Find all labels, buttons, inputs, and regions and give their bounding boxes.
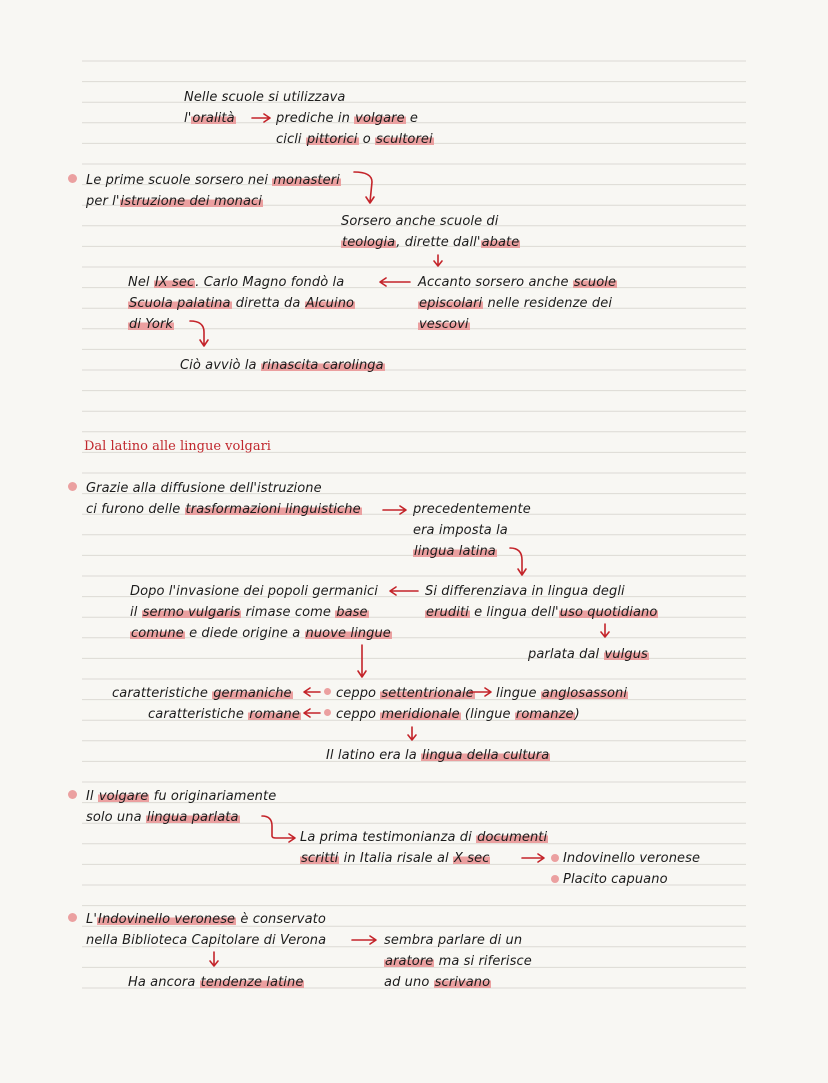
highlight: teologia [342,235,396,250]
text: diretta da [231,296,305,311]
text-line [418,274,617,292]
text-line [413,501,531,519]
bullet-dot [68,790,77,799]
text-line [86,480,322,498]
text: , dirette dall' [396,235,481,250]
bullet-dot [68,482,77,491]
highlight: romane [249,707,300,722]
text-line [130,583,378,601]
bullet-dot [551,875,559,883]
text: L' [86,912,98,927]
text: l' [184,111,192,126]
text: solo una [86,810,146,825]
highlight: istruzione dei monaci [120,194,263,209]
text-line [86,501,362,519]
text: sembra parlare di un [384,933,523,948]
text-line [384,974,491,992]
highlight: monasteri [273,173,340,188]
text-line [425,583,625,601]
text: ceppo [336,686,381,701]
text: Le prime scuole sorsero nei [86,173,273,188]
highlight: settentrionale [381,686,474,701]
highlight: Scuola palatina [129,296,231,311]
text-line [384,953,532,971]
highlight: Alcuino [305,296,355,311]
text-line [300,850,490,868]
text: era imposta la [413,523,508,538]
highlight: sermo vulgaris [142,605,241,620]
text: e [405,111,419,126]
highlight: documenti [477,830,548,845]
text-line [86,172,341,190]
text: caratteristiche [112,686,213,701]
text-line [86,932,326,950]
text-line [418,295,612,313]
text: e diede origine a [184,626,305,641]
text: e lingua dell' [469,605,559,620]
text-line [336,685,475,703]
text: Il latino era la [326,748,422,763]
text-line [418,316,470,334]
highlight: volgare [355,111,405,126]
text: parlata dal [528,647,604,662]
text-line [112,685,293,703]
text: . Carlo Magno fondò la [195,275,345,290]
highlight: comune [131,626,184,641]
text: Ha ancora [128,975,200,990]
text: ci furono delle [86,502,185,517]
text: Grazie alla diffusione dell'istruzione [86,481,322,496]
text-line [413,543,497,561]
text-line [128,974,304,992]
text: nella Biblioteca Capitolare di Verona [86,933,327,948]
highlight: uso quotidiano [559,605,658,620]
text-line [128,316,174,334]
highlight: scritti [301,851,339,866]
section-title: Dal latino alle lingue volgari [84,439,271,454]
text: caratteristiche [148,707,249,722]
text-line [341,213,499,231]
highlight: X sec [453,851,490,866]
highlight: aratore [385,954,434,969]
text-line [413,522,508,540]
text-line [86,809,240,827]
text: prediche in [276,111,355,126]
text-line [336,706,580,724]
text: ad uno [384,975,434,990]
text: ) [574,707,580,722]
highlight: germaniche [213,686,292,701]
text-line [384,932,522,950]
text-line [496,685,628,703]
highlight: Indovinello veronese [98,912,236,927]
text: nelle residenze dei [483,296,613,311]
text-line [86,788,276,806]
text-line [148,706,301,724]
highlight: di York [129,317,174,332]
text-line [130,625,392,643]
text: Si differenziava in lingua degli [425,584,625,599]
text: rimase come [241,605,336,620]
highlight: lingua della cultura [422,748,550,763]
bullet-dot [68,913,77,922]
text-line [276,131,434,149]
text-line [86,193,263,211]
text: (lingue [460,707,515,722]
text-line [86,911,326,929]
bullet-dot [324,688,331,695]
highlight: vescovi [419,317,469,332]
text-line [128,274,344,292]
highlight: abate [481,235,520,250]
bullet-dot [68,174,77,183]
bullet-dot [551,854,559,862]
highlight: rinascita carolinga [261,358,384,373]
text: Indovinello veronese [563,851,701,866]
text: Sorsero anche scuole di [341,214,499,229]
text: in Italia risale al [339,851,453,866]
text: Ciò avviò la [180,358,261,373]
text: fu originariamente [149,789,277,804]
text-line [184,89,346,107]
highlight: IX sec [154,275,195,290]
highlight: romanze [515,707,574,722]
text-line [563,871,668,889]
text: lingue [496,686,541,701]
highlight: vulgus [604,647,648,662]
text-line [425,604,658,622]
text-line [184,110,236,128]
text-line [180,357,385,375]
highlight: trasformazioni linguistiche [185,502,361,517]
text: Il [86,789,98,804]
highlight: oralità [192,111,235,126]
highlight: volgare [98,789,149,804]
text: Nelle scuole si utilizzava [184,90,346,105]
highlight: episcolari [419,296,483,311]
highlight: pittorici [306,132,358,147]
highlight: tendenze latine [200,975,304,990]
highlight: meridionale [381,707,460,722]
text-line [326,747,550,765]
bullet-dot [324,709,331,716]
text: è conservato [236,912,326,927]
text: cicli [276,132,306,147]
text: La prima testimonianza di [300,830,477,845]
highlight: lingua parlata [146,810,239,825]
highlight: lingua latina [414,544,496,559]
text-line [128,295,355,313]
text-line [300,829,548,847]
text-line [341,234,520,252]
highlight: scuole [573,275,617,290]
highlight: eruditi [426,605,469,620]
text-line [276,110,418,128]
highlight: scultorei [376,132,433,147]
text: ceppo [336,707,381,722]
highlight: base [336,605,368,620]
text: Placito capuano [563,872,668,887]
text: Accanto sorsero anche [418,275,573,290]
text: il [130,605,142,620]
text-line [130,604,369,622]
text: ma si riferisce [434,954,532,969]
text-line [528,646,649,664]
highlight: scrivano [434,975,491,990]
text-line [563,850,700,868]
highlight: nuove lingue [305,626,391,641]
text: per l' [86,194,120,209]
text: precedentemente [413,502,531,517]
text: o [358,132,376,147]
text: Dopo l'invasione dei popoli germanici [130,584,379,599]
text: Nel [128,275,154,290]
highlight: anglosassoni [541,686,628,701]
